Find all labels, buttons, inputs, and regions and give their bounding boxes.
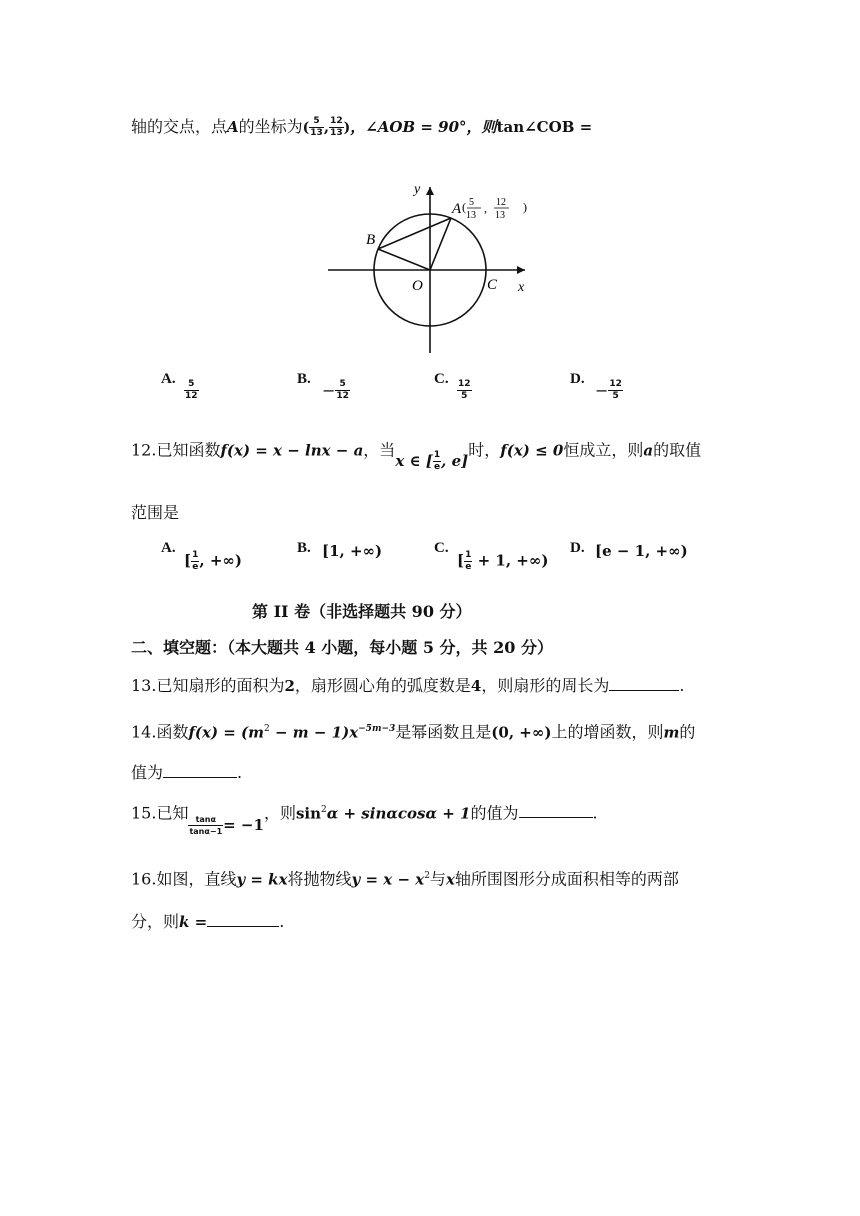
segment-ob <box>378 249 430 270</box>
q14-answer-blank[interactable] <box>163 763 237 778</box>
q11-intro: 轴的交点，点 <box>131 117 228 136</box>
label-x: x <box>518 280 525 295</box>
q12-option-b-value: [1, +∞) <box>322 542 383 560</box>
q16-line2: 分，则k = . <box>131 912 285 931</box>
label-b: B <box>366 232 376 248</box>
svg-text:13: 13 <box>466 210 476 221</box>
q15-fraction: $\frac{\tan\alpha}{\tan\alpha-1}$ <box>189 815 223 837</box>
q13-answer-blank[interactable] <box>609 676 679 691</box>
svg-text:13: 13 <box>495 210 505 221</box>
svg-text:,: , <box>484 201 487 215</box>
q11-coord-text: 的坐标为 <box>238 117 303 136</box>
q12-option-b-letter: B. <box>297 540 311 556</box>
q12-option-d-letter: D. <box>570 540 585 556</box>
q13-line: 13.已知扇形的面积为2，扇形圆心角的弧度数是4，则扇形的周长为 . <box>131 676 685 695</box>
q11-option-a-letter: A. <box>161 371 176 387</box>
q12-option-c-letter: C. <box>434 540 449 556</box>
q11-frac2: $\frac{12}{13}$ <box>330 116 343 138</box>
q11-option-d-letter: D. <box>570 371 585 387</box>
q11-option-c-value: $\frac{12}{5}$ <box>458 379 471 401</box>
q11-point-a: A <box>227 118 239 136</box>
q14-line1: 14.函数$f(x) = (m^2 - m - 1)x^{-5m-3}$是幂函数且是(0, +∞)上的增函数，则m的 <box>131 722 696 742</box>
q12-line1: 12.已知函数f(x) = x − lnx − a，当x ∈ [ $\frac{1}{e}$ , e]时，f(x) ≤ 0恒成立，则a的取值 <box>131 440 702 472</box>
svg-text:(: ( <box>462 200 466 214</box>
q12-domain: x ∈ [ $\frac{1}{e}$ , e] <box>395 450 469 472</box>
label-o: O <box>412 278 423 294</box>
q12-option-d-value: [e − 1, +∞) <box>595 542 688 560</box>
q12-line2: 范围是 <box>131 503 180 522</box>
x-arrow-icon <box>517 266 525 274</box>
q14-function: f(x) = (m <box>188 723 265 742</box>
q15-line: 15.已知 $\frac{\tan\alpha}{\tan\alpha-1}$ = −1，则$\sin^2\alpha + \sin\alpha\cos\alpha + 1$的值为 . <box>131 803 598 837</box>
q11-frac1: $\frac{5}{13}$ <box>310 116 323 138</box>
q11-tan-expr: tan∠COB = <box>496 118 593 136</box>
q12-function: f(x) = x − lnx − a <box>220 441 364 460</box>
q16-answer-blank[interactable] <box>207 912 279 927</box>
q15-answer-blank[interactable] <box>519 803 593 818</box>
section-title: 第 II 卷（非选择题共 90 分） <box>252 602 472 621</box>
label-y: y <box>414 182 421 197</box>
svg-text:): ) <box>523 200 527 214</box>
svg-text:12: 12 <box>496 197 506 208</box>
q11-option-c-letter: C. <box>434 371 449 387</box>
q11-option-b-value: − $\frac{5}{12}$ <box>322 379 349 401</box>
q11-line: 轴的交点，点A的坐标为( $\frac{5}{13}$ , $\frac{12}{13}$ )，∠AOB = 90°，则tan∠COB = <box>131 116 593 138</box>
q16-line1: 16.如图，直线y = kx将抛物线$y = x - x^2$与x轴所围图形分成面积相等的两部 <box>131 869 679 889</box>
q11-option-d-value: − $\frac{12}{5}$ <box>595 379 622 401</box>
q11-angle-eq: ，∠AOB = 90°，则 <box>350 118 497 136</box>
q12-option-a-value: [ $\frac{1}{e}$ , +∞) <box>184 550 242 572</box>
unit-circle-figure <box>320 175 550 360</box>
q12-option-c-value: [ $\frac{1}{e}$ + 1, +∞) <box>457 550 549 572</box>
q12-option-a-letter: A. <box>161 540 176 556</box>
part2-heading: 二、填空题：（本大题共 4 小题，每小题 5 分，共 20 分） <box>131 638 553 657</box>
q14-line2: 值为 . <box>131 763 243 782</box>
y-arrow-icon <box>426 187 434 195</box>
q11-option-b-letter: B. <box>297 371 311 387</box>
svg-text:5: 5 <box>469 197 474 208</box>
q11-option-a-value: $\frac{5}{12}$ <box>185 379 198 401</box>
label-c: C <box>487 277 498 293</box>
label-a: A <box>452 201 462 217</box>
q12-inequality: f(x) ≤ 0 <box>500 441 564 460</box>
